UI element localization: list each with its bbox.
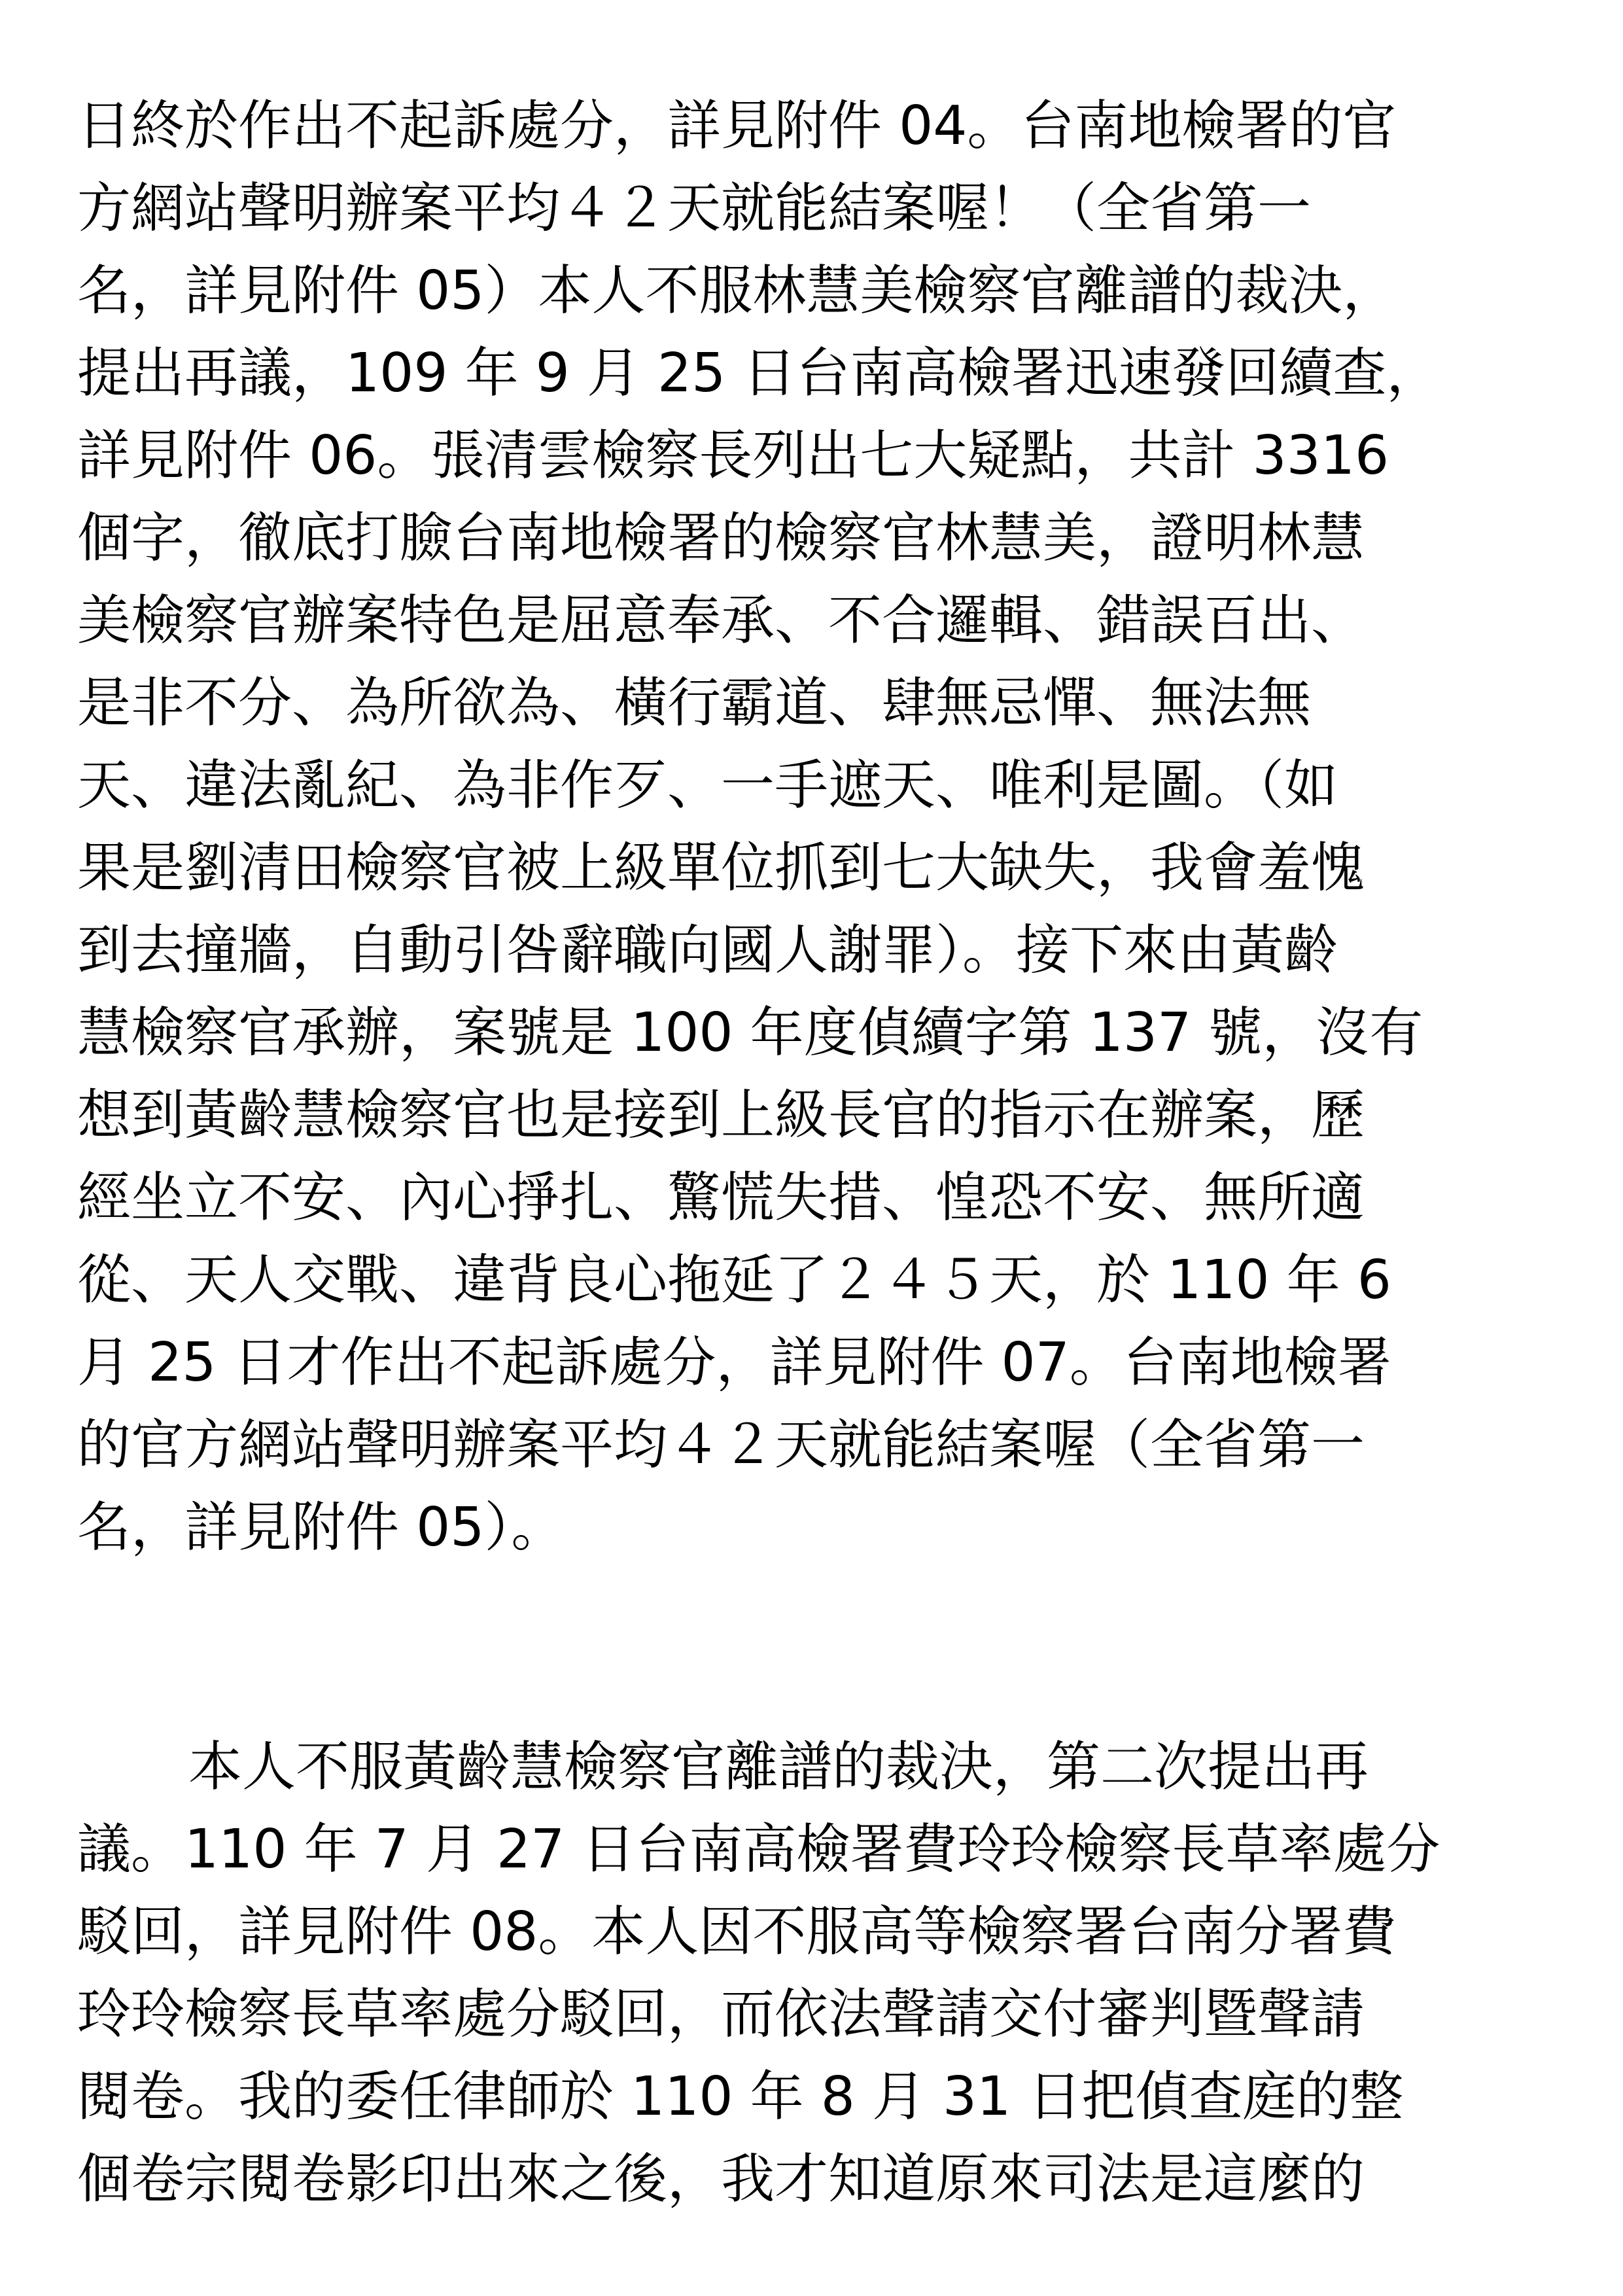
paragraph-1 bbox=[77, 85, 1546, 1569]
text-line: 美檢察官辦案特色是屈意奉承、不合邏輯、錯誤百出、 bbox=[77, 590, 1365, 652]
paragraph-2 bbox=[77, 1726, 1546, 2221]
text-line: 到去撞牆，自動引咎辭職向國人謝罪）。接下來由黃齡 bbox=[77, 919, 1338, 981]
text-line: 日終於作出不起訴處分，詳見附件 04。台南地檢署的官 bbox=[77, 95, 1397, 157]
document-page bbox=[77, 85, 1546, 2221]
text-line: 名，詳見附件 05）。 bbox=[77, 1496, 565, 1559]
text-line: 議。110 年 7 月 27 日台南高檢署費玲玲檢察長草率處分 bbox=[77, 1818, 1440, 1881]
text-line: 個卷宗閱卷影印出來之後，我才知道原來司法是這麼的 bbox=[77, 2148, 1365, 2210]
text-line: 想到黃齡慧檢察官也是接到上級長官的指示在辦案，歷 bbox=[77, 1084, 1365, 1146]
text-line: 月 25 日才作出不起訴處分，詳見附件 07。台南地檢署 bbox=[77, 1332, 1391, 1394]
text-line: 名，詳見附件 05）本人不服林慧美檢察官離譜的裁決， bbox=[77, 260, 1397, 322]
paragraph-spacer bbox=[77, 1569, 1546, 1726]
text-line: 從、天人交戰、違背良心拖延了２４５天，於 110 年 6 bbox=[77, 1249, 1391, 1311]
text-line: 是非不分、為所欲為、橫行霸道、肆無忌憚、無法無 bbox=[77, 672, 1312, 734]
text-line: 慧檢察官承辦，案號是 100 年度偵續字第 137 號，沒有 bbox=[77, 1002, 1423, 1064]
text-line: 果是劉清田檢察官被上級單位抓到七大缺失，我會羞愧 bbox=[77, 837, 1365, 899]
text-line: 個字，徹底打臉台南地檢署的檢察官林慧美，證明林慧 bbox=[77, 507, 1365, 569]
text-line: 提出再議，109 年 9 月 25 日台南高檢署迅速發回續查， bbox=[77, 342, 1440, 404]
text-line: 駁回，詳見附件 08。本人因不服高等檢察署台南分署費 bbox=[77, 1901, 1397, 1963]
text-line: 天、違法亂紀、為非作歹、一手遮天、唯利是圖。（如 bbox=[77, 754, 1338, 817]
text-line: 方網站聲明辦案平均４２天就能結案喔！（全省第一 bbox=[77, 177, 1312, 239]
text-line: 詳見附件 06。張清雲檢察長列出七大疑點，共計 3316 bbox=[77, 425, 1389, 487]
text-line: 閱卷。我的委任律師於 110 年 8 月 31 日把偵查庭的整 bbox=[77, 2066, 1404, 2128]
text-line: 的官方網站聲明辦案平均４２天就能結案喔（全省第一 bbox=[77, 1414, 1365, 1476]
text-line: 經坐立不安、內心掙扎、驚慌失措、惶恐不安、無所適 bbox=[77, 1167, 1365, 1229]
text-line: 玲玲檢察長草率處分駁回，而依法聲請交付審判暨聲請 bbox=[77, 1983, 1365, 2045]
text-line: 本人不服黃齡慧檢察官離譜的裁決，第二次提出再 bbox=[188, 1736, 1369, 1798]
